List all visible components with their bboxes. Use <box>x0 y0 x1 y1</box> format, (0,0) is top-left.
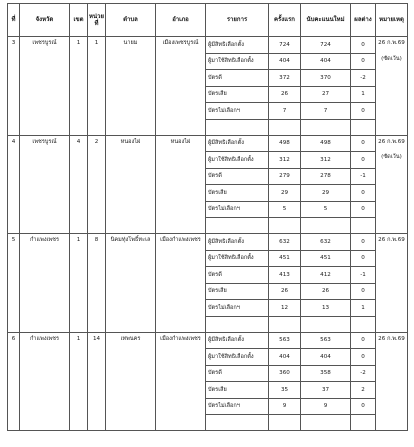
first-count-cell: 12 <box>269 300 301 317</box>
diff-cell: 0 <box>351 37 376 54</box>
first-count-cell: 372 <box>269 70 301 87</box>
note-extra: (ซัดเว้น) <box>381 154 402 161</box>
province-cell: เพชรบูรณ์ <box>20 37 70 136</box>
results-sheet <box>7 3 407 431</box>
first-count-cell: 279 <box>269 168 301 185</box>
diff-cell: 0 <box>351 398 376 415</box>
recount-cell: 404 <box>301 53 351 70</box>
first-count-cell: 312 <box>269 152 301 169</box>
header-recount: นับคะแนนใหม่ <box>301 4 351 37</box>
recount-cell: 563 <box>301 332 351 349</box>
amphoe-cell: เมืองกำแพงเพชร <box>156 332 206 431</box>
header-note: หมายเหตุ <box>376 4 408 37</box>
item-cell: บัตรดี <box>206 70 269 87</box>
item-cell: บัตรเสีย <box>206 86 269 103</box>
item-cell: บัตรไม่เลือกฯ <box>206 201 269 218</box>
item-cell: ผู้มาใช้สิทธิเลือกตั้ง <box>206 53 269 70</box>
table-row <box>8 135 408 152</box>
recount-cell: 498 <box>301 135 351 152</box>
diff-cell: 0 <box>351 349 376 366</box>
diff-cell: -1 <box>351 168 376 185</box>
unit-cell: 14 <box>88 332 106 431</box>
spacer-cell <box>351 316 376 332</box>
note-date: 26 ก.พ.69 <box>378 138 405 145</box>
recount-cell: 37 <box>301 382 351 399</box>
diff-cell: 0 <box>351 152 376 169</box>
recount-cell: 412 <box>301 267 351 284</box>
header-diff: ผลต่าง <box>351 4 376 37</box>
item-cell: บัตรไม่เลือกฯ <box>206 103 269 120</box>
unit-cell: 1 <box>88 37 106 136</box>
spacer-cell <box>301 316 351 332</box>
recount-cell: 278 <box>301 168 351 185</box>
first-count-cell: 5 <box>269 201 301 218</box>
row-number: 6 <box>8 332 20 431</box>
recount-cell: 724 <box>301 37 351 54</box>
diff-cell: 0 <box>351 53 376 70</box>
item-cell: บัตรเสีย <box>206 185 269 202</box>
diff-cell: 1 <box>351 300 376 317</box>
diff-cell: 0 <box>351 201 376 218</box>
diff-cell: 2 <box>351 382 376 399</box>
item-cell: บัตรดี <box>206 365 269 382</box>
spacer-cell <box>301 218 351 234</box>
diff-cell: -2 <box>351 70 376 87</box>
note-date: 26 ก.พ.69 <box>378 40 405 46</box>
recount-cell: 358 <box>301 365 351 382</box>
subdistrict-cell: เทพนคร <box>106 332 156 431</box>
diff-cell: 0 <box>351 332 376 349</box>
first-count-cell: 9 <box>269 398 301 415</box>
subdistrict-cell: นายม <box>106 37 156 136</box>
table-row <box>8 234 408 251</box>
item-cell: บัตรดี <box>206 267 269 284</box>
spacer-cell <box>269 218 301 234</box>
diff-cell: 1 <box>351 86 376 103</box>
district-cell: 1 <box>70 332 88 431</box>
table-row <box>8 37 408 54</box>
first-count-cell: 498 <box>269 135 301 152</box>
header-subdistrict: ตำบล <box>106 4 156 37</box>
table-row <box>8 332 408 349</box>
spacer-cell <box>301 415 351 431</box>
spacer-cell <box>269 415 301 431</box>
diff-cell: 0 <box>351 283 376 300</box>
item-cell: ผู้มาใช้สิทธิเลือกตั้ง <box>206 152 269 169</box>
diff-cell: -1 <box>351 267 376 284</box>
first-count-cell: 724 <box>269 37 301 54</box>
recount-cell: 5 <box>301 201 351 218</box>
province-cell: กำแพงเพชร <box>20 332 70 431</box>
recount-table <box>7 3 408 431</box>
recount-cell: 370 <box>301 70 351 87</box>
row-number: 5 <box>8 234 20 333</box>
spacer-cell <box>351 415 376 431</box>
province-cell: กำแพงเพชร <box>20 234 70 333</box>
spacer-cell <box>351 218 376 234</box>
item-cell: ผู้มีสิทธิเลือกตั้ง <box>206 332 269 349</box>
first-count-cell: 404 <box>269 349 301 366</box>
spacer-cell <box>206 316 269 332</box>
header-row <box>8 4 408 37</box>
header-first-count: ครั้งแรก <box>269 4 301 37</box>
first-count-cell: 451 <box>269 250 301 267</box>
first-count-cell: 404 <box>269 53 301 70</box>
recount-cell: 29 <box>301 185 351 202</box>
diff-cell: 0 <box>351 250 376 267</box>
recount-cell: 312 <box>301 152 351 169</box>
recount-cell: 632 <box>301 234 351 251</box>
recount-cell: 13 <box>301 300 351 317</box>
header-amphoe: อำเภอ <box>156 4 206 37</box>
diff-cell: 0 <box>351 103 376 120</box>
first-count-cell: 35 <box>269 382 301 399</box>
note-cell <box>376 37 408 136</box>
spacer-cell <box>269 119 301 135</box>
first-count-cell: 360 <box>269 365 301 382</box>
district-cell: 1 <box>70 234 88 333</box>
first-count-cell: 563 <box>269 332 301 349</box>
subdistrict-cell: หนองไผ่ <box>106 135 156 234</box>
note-cell <box>376 332 408 431</box>
item-cell: บัตรไม่เลือกฯ <box>206 398 269 415</box>
note-cell <box>376 234 408 333</box>
recount-cell: 7 <box>301 103 351 120</box>
spacer-cell <box>351 119 376 135</box>
unit-cell: 2 <box>88 135 106 234</box>
item-cell: ผู้มีสิทธิเลือกตั้ง <box>206 135 269 152</box>
note-cell <box>376 135 408 234</box>
diff-cell: 0 <box>351 234 376 251</box>
diff-cell: -2 <box>351 365 376 382</box>
item-cell: ผู้มาใช้สิทธิเลือกตั้ง <box>206 250 269 267</box>
first-count-cell: 26 <box>269 283 301 300</box>
first-count-cell: 632 <box>269 234 301 251</box>
spacer-cell <box>301 119 351 135</box>
header-province: จังหวัด <box>20 4 70 37</box>
item-cell: บัตรเสีย <box>206 382 269 399</box>
recount-cell: 26 <box>301 283 351 300</box>
note-date: 26 ก.พ.69 <box>378 237 405 243</box>
recount-cell: 9 <box>301 398 351 415</box>
diff-cell: 0 <box>351 135 376 152</box>
amphoe-cell: หนองไผ่ <box>156 135 206 234</box>
unit-cell: 8 <box>88 234 106 333</box>
row-number: 3 <box>8 37 20 136</box>
header-no: ที่ <box>8 4 20 37</box>
first-count-cell: 26 <box>269 86 301 103</box>
header-unit: หน่วยที่ <box>88 4 106 37</box>
note-extra: (ซัดเว้น) <box>381 55 402 62</box>
district-cell: 1 <box>70 37 88 136</box>
item-cell: บัตรเสีย <box>206 283 269 300</box>
recount-cell: 451 <box>301 250 351 267</box>
first-count-cell: 413 <box>269 267 301 284</box>
subdistrict-cell: นิคมทุ่งโพธิ์ทะเล <box>106 234 156 333</box>
first-count-cell: 29 <box>269 185 301 202</box>
item-cell: บัตรดี <box>206 168 269 185</box>
spacer-cell <box>206 415 269 431</box>
diff-cell: 0 <box>351 185 376 202</box>
header-district: เขต <box>70 4 88 37</box>
item-cell: บัตรไม่เลือกฯ <box>206 300 269 317</box>
province-cell: เพชรบูรณ์ <box>20 135 70 234</box>
recount-cell: 27 <box>301 86 351 103</box>
district-cell: 4 <box>70 135 88 234</box>
item-cell: ผู้มีสิทธิเลือกตั้ง <box>206 37 269 54</box>
spacer-cell <box>206 218 269 234</box>
first-count-cell: 7 <box>269 103 301 120</box>
recount-cell: 404 <box>301 349 351 366</box>
item-cell: ผู้มีสิทธิเลือกตั้ง <box>206 234 269 251</box>
header-item: รายการ <box>206 4 269 37</box>
item-cell: ผู้มาใช้สิทธิเลือกตั้ง <box>206 349 269 366</box>
amphoe-cell: เมืองกำแพงเพชร <box>156 234 206 333</box>
note-date: 26 ก.พ.69 <box>378 335 405 342</box>
spacer-cell <box>206 119 269 135</box>
table-body <box>8 37 408 431</box>
row-number: 4 <box>8 135 20 234</box>
amphoe-cell: เมืองเพชรบูรณ์ <box>156 37 206 136</box>
spacer-cell <box>269 316 301 332</box>
